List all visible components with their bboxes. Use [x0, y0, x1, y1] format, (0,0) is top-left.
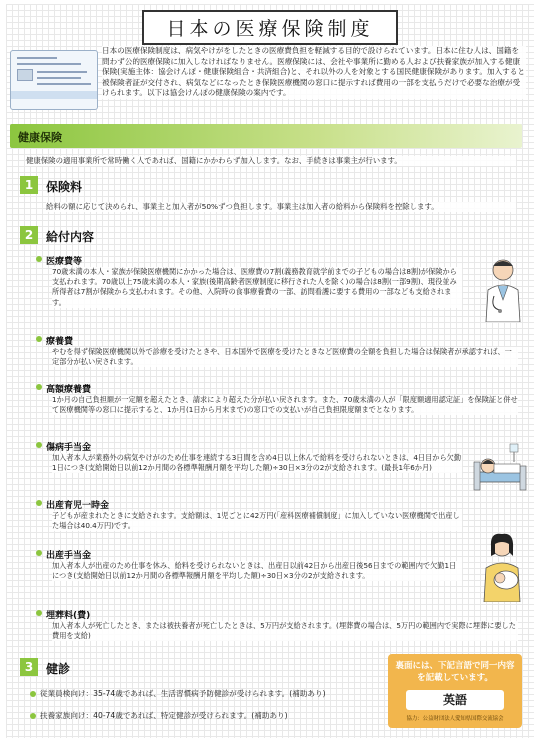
notice-credit: 協力：公益財団法人愛知県国際交流協会	[406, 716, 504, 722]
benefit-head-high-cost: 高額療養費	[46, 382, 91, 395]
item-title-benefits: 給付内容	[46, 230, 95, 244]
benefit-body-treatment: やむを得ず保険医療機関以外で診療を受けたときや、日本国外で医療を受けたときなど医療費の全額を負担した場合は保険者が承認すれば、一定部分が払い戻されます。	[52, 347, 518, 367]
item-title-premium: 保険料	[46, 180, 83, 194]
checkup-employee-line: 従業員検向け：35-74歳であれば、生活習慣病予防健診が受けられます。(補助あり)	[30, 688, 326, 699]
benefit-head-sickness: 傷病手当金	[46, 440, 91, 453]
title-wrap	[6, 10, 534, 45]
section-title: 健康保険	[18, 131, 62, 144]
benefit-head-burial: 埋葬料(費)	[46, 608, 90, 621]
page-title: 日本の医療保険制度	[142, 10, 397, 45]
benefit-head-treatment: 療養費	[46, 334, 73, 347]
premium-text: 給料の額に応じて決められ、事業主と加入者が50%ずつ負担します。事業主は加入者の給料から保険料を控除します。	[46, 202, 516, 212]
benefit-head-childbirth-lump: 出産育児一時金	[46, 498, 109, 511]
insurance-card-image	[10, 50, 98, 110]
benefit-body-high-cost: 1か月の自己負担額が一定額を超えたとき、請求により超えた分が払い戻されます。また、70歳未満の人が「限度額適用認定証」を保険証と併せて医療機関等の窓口に提示すると、1か月(1日から月末まで)の窓口での支払いが自己負担限度額までとなります。	[52, 395, 518, 415]
notice-text: 裏面には、下記言語で同一内容を記載しています。	[395, 661, 515, 683]
patient-illustration	[472, 442, 528, 492]
section-header-health-insurance	[10, 124, 522, 148]
item-title-checkup: 健診	[46, 662, 71, 676]
item-number-1: 1	[20, 176, 38, 194]
benefit-body-maternity: 加入者本人が出産のため仕事を休み、給料を受けられないときは、出産日以前42日から出産日後56日までの範囲内で欠勤1日につき(支給開始日以前12か月間の各標準報酬月額を平均した額)÷30日×3分の2が支給されます。	[52, 561, 462, 581]
benefit-head-medical: 医療費等	[46, 254, 82, 267]
doctor-illustration	[476, 256, 530, 322]
item-number-3: 3	[20, 658, 38, 676]
benefit-body-burial: 加入者本人が死亡したとき、または被扶養者が死亡したときは、5万円が支給されます。(埋葬費の場合は、5万円の範囲内で実際に埋葬に要した費用を支給)	[52, 621, 518, 641]
item-number-2: 2	[20, 226, 38, 244]
benefit-body-medical: 70歳未満の本人・家族が保険医療機関にかかった場合は、医療費の7割(義務教育就学前までの子どもの場合は8割)が保険から支払われます。70歳以上75歳未満の本人・家族(後期高齢者医療制度に移行された人を除く)の場合は8割(一部9割)、現役並み所得者は7割が保険から支払われます。その他、入院時の食事療養費の一部、訪問看護に要する費用の一部なども支給されます。	[52, 267, 462, 308]
intro-text: 日本の医療保険制度は、病気やけがをしたときの医療費負担を軽減する目的で設けられています。日本に住む人は、国籍を問わず公的医療保険に加入しなければなりません。医療保険には、会社や事業所に勤める人および扶養家族が加入する健康保険(実施主体：協会けんぽ・健康保険組合・共済組合)と、それ以外の人を対象とする国民健康保険があります。加入すると被保険者証が交付され、病気などになったとき保険医療機関の窓口に提示すれば費用の一部を支払うだけで必要な治療が受けられます。以下は協会けんぽの健康保険の案内です。	[102, 46, 525, 98]
language-notice-box	[388, 654, 522, 728]
mother-baby-illustration	[476, 532, 530, 602]
benefit-body-sickness: 加入者本人が業務外の病気やけがのため仕事を連続する3日間を含め4日以上休んで給料を受けられないときは、4日目から欠勤1日につき(支給開始日以前12か月間の各標準報酬月額を平均した額)÷30日×3分の2が支給されます。(最長1年6か月)	[52, 453, 462, 473]
benefit-body-childbirth-lump: 子どもが産まれたときに支給されます。支給額は、1児ごとに42万円(「産科医療補償制度」に加入していない医療機関で出産した場合は40.4万円)です。	[52, 511, 462, 531]
info-sheet	[6, 4, 534, 738]
benefit-head-maternity: 出産手当金	[46, 548, 91, 561]
notice-language: 英語	[406, 690, 504, 710]
checkup-dependent-line: 扶養家族向け：40-74歳であれば、特定健診が受けられます。(補助あり)	[30, 710, 288, 721]
section-description: 健康保険の適用事業所で常時働く人であれば、国籍にかかわらず加入します。なお、手続きは事業主が行います。	[26, 156, 516, 166]
